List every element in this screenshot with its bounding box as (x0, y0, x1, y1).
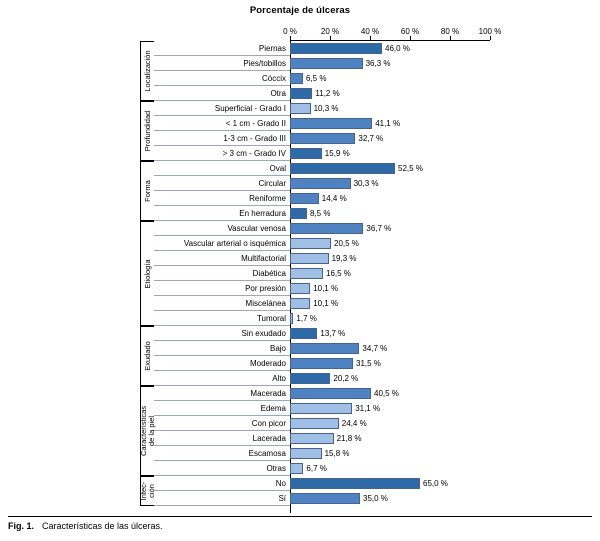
bar-value-label: 24,4 % (341, 419, 367, 428)
chart-row (0, 296, 600, 311)
bar (290, 403, 352, 414)
bar-cell (290, 251, 600, 266)
bar-value-label: 20,2 % (333, 374, 359, 383)
chart-row (0, 266, 600, 281)
bar (290, 343, 359, 354)
bar-value-label: 65,0 % (423, 479, 448, 488)
category-label: Multifactorial (154, 251, 290, 266)
bar-value-label: 15,8 % (324, 449, 350, 458)
chart-group (0, 221, 600, 326)
bar-value-label: 10,1 % (313, 284, 339, 293)
chart-row (0, 401, 600, 416)
bar-value-label: 31,1 % (355, 404, 381, 413)
chart-row (0, 341, 600, 356)
bar-value-label: 46,0 % (385, 44, 410, 53)
bar-cell (290, 356, 600, 371)
bar (290, 418, 339, 429)
bar-cell (290, 446, 600, 461)
bar (290, 103, 311, 114)
bar-value-label: 21,8 % (336, 434, 362, 443)
caption-text: Características de las úlceras. (42, 521, 163, 531)
bar-cell (290, 146, 600, 161)
bar (290, 328, 317, 339)
chart-row (0, 491, 600, 506)
bar (290, 178, 351, 189)
bar (290, 58, 363, 69)
chart-title: Porcentaje de úlceras (249, 5, 351, 16)
bar-cell (290, 461, 600, 476)
category-label: Moderado (154, 356, 290, 371)
x-axis-tick (290, 36, 291, 40)
caption-label: Fig. 1. (8, 521, 35, 531)
bar-cell (290, 371, 600, 386)
bar-cell (290, 41, 600, 56)
bar (290, 193, 319, 204)
chart-group-label-text: Profundidad (142, 110, 152, 152)
bar-cell (290, 131, 600, 146)
chart-row (0, 206, 600, 221)
chart-row (0, 431, 600, 446)
bar (290, 373, 330, 384)
chart-group (0, 101, 600, 161)
bar-value-label: 36,3 % (365, 59, 391, 68)
bar-cell (290, 191, 600, 206)
chart-row (0, 176, 600, 191)
chart-row (0, 311, 600, 326)
bar-cell (290, 416, 600, 431)
bar-value-label: 34,7 % (362, 344, 388, 353)
category-label: Cóccix (154, 71, 290, 86)
bar-cell (290, 101, 600, 116)
category-label: Vascular arterial o isquémica (154, 236, 290, 251)
category-label: Sí (154, 491, 290, 506)
bar (290, 238, 331, 249)
x-axis-tick (370, 36, 371, 40)
bar-value-label: 32,7 % (358, 134, 384, 143)
x-axis-tick-label: 60 % (400, 27, 420, 36)
bar-value-label: 1,7 % (296, 314, 317, 323)
bar-value-label: 16,5 % (326, 269, 351, 278)
category-label: > 3 cm - Grado IV (154, 146, 290, 161)
x-axis-tick (450, 36, 451, 40)
category-label: Escamosa (154, 446, 290, 461)
chart-row (0, 251, 600, 266)
x-axis-tick (490, 36, 491, 40)
bar-value-label: 52,5 % (398, 164, 423, 173)
bar-cell (290, 86, 600, 101)
bar (290, 223, 363, 234)
chart-group-label-text: Características de la piel (138, 405, 156, 457)
bar (290, 73, 303, 84)
bar-value-label: 10,1 % (313, 299, 339, 308)
chart-group-label-text: Infec- ción (138, 481, 156, 501)
bar-cell (290, 266, 600, 281)
bar (290, 148, 322, 159)
chart-row (0, 236, 600, 251)
bar-cell (290, 116, 600, 131)
chart-row (0, 461, 600, 476)
bar-cell (290, 176, 600, 191)
chart-group-label-text: Forma (142, 180, 152, 202)
chart-group-label-text: Localización (142, 50, 152, 92)
chart-group (0, 161, 600, 221)
category-label: En herradura (154, 206, 290, 221)
category-label: Sin exudado (154, 326, 290, 341)
bar-cell (290, 71, 600, 86)
chart-row (0, 416, 600, 431)
bar (290, 163, 395, 174)
bar (290, 88, 312, 99)
category-label: Piernas (154, 41, 290, 56)
x-axis-tick (330, 36, 331, 40)
chart-row (0, 221, 600, 236)
category-label: Otra (154, 86, 290, 101)
bar-value-label: 35,0 % (363, 494, 388, 503)
category-label: Por presión (154, 281, 290, 296)
bar (290, 433, 334, 444)
bar (290, 448, 322, 459)
chart-row (0, 446, 600, 461)
bar-cell (290, 326, 600, 341)
chart-row (0, 191, 600, 206)
bar (290, 118, 372, 129)
bar-value-label: 15,9 % (324, 149, 350, 158)
bar-value-label: 40,5 % (374, 389, 399, 398)
chart-row (0, 56, 600, 71)
bar (290, 388, 371, 399)
bar-value-label: 14,4 % (321, 194, 347, 203)
bar (290, 493, 360, 504)
category-label: Otras (154, 461, 290, 476)
chart-group-label-text: Exudado (142, 341, 152, 371)
category-label: Tumoral (154, 311, 290, 326)
bar-cell (290, 341, 600, 356)
category-label: Circular (154, 176, 290, 191)
bar (290, 208, 307, 219)
x-axis-tick-label: 40 % (360, 27, 380, 36)
chart-row (0, 326, 600, 341)
bar-cell (290, 296, 600, 311)
x-axis-tick-label: 0 % (283, 27, 297, 36)
chart-row (0, 356, 600, 371)
bar (290, 43, 382, 54)
chart-row (0, 386, 600, 401)
bar-cell (290, 401, 600, 416)
chart-row (0, 281, 600, 296)
chart-row (0, 476, 600, 491)
bar (290, 358, 353, 369)
category-label: < 1 cm - Grado II (154, 116, 290, 131)
chart-group (0, 41, 600, 101)
bar-cell (290, 491, 600, 506)
bar-value-label: 30,3 % (353, 179, 379, 188)
chart-row (0, 116, 600, 131)
category-label: Vascular venosa (154, 221, 290, 236)
bar-cell (290, 236, 600, 251)
bar-cell (290, 386, 600, 401)
bar-value-label: 19,3 % (331, 254, 357, 263)
bar (290, 253, 329, 264)
category-label: Reniforme (154, 191, 290, 206)
x-axis-tick-label: 80 % (440, 27, 460, 36)
caption-divider (8, 516, 592, 517)
category-label: Con picor (154, 416, 290, 431)
chart-group (0, 386, 600, 476)
chart-group (0, 476, 600, 506)
bar (290, 478, 420, 489)
x-axis-tick (410, 36, 411, 40)
chart-row (0, 146, 600, 161)
chart-group (0, 326, 600, 386)
bar-cell (290, 476, 600, 491)
bar (290, 133, 355, 144)
chart-row (0, 71, 600, 86)
bar-cell (290, 281, 600, 296)
bar-value-label: 20,5 % (334, 239, 359, 248)
bar-value-label: 31,5 % (356, 359, 381, 368)
bar-value-label: 13,7 % (320, 329, 346, 338)
bar (290, 268, 323, 279)
chart-row (0, 101, 600, 116)
category-label: Oval (154, 161, 290, 176)
category-label: Miscelánea (154, 296, 290, 311)
bar-value-label: 6,5 % (306, 74, 327, 83)
bar (290, 463, 303, 474)
category-label: Pies/tobillos (154, 56, 290, 71)
category-label: Macerada (154, 386, 290, 401)
category-label: Lacerada (154, 431, 290, 446)
chart-row (0, 41, 600, 56)
chart-row (0, 131, 600, 146)
bar-cell (290, 161, 600, 176)
chart-row (0, 86, 600, 101)
bar-cell (290, 311, 600, 326)
category-label: Alto (154, 371, 290, 386)
bar (290, 283, 310, 294)
bar-value-label: 6,7 % (306, 464, 327, 473)
category-label: Bajo (154, 341, 290, 356)
bar-cell (290, 206, 600, 221)
category-label: No (154, 476, 290, 491)
bar-cell (290, 221, 600, 236)
chart-row (0, 371, 600, 386)
x-axis-tick-label: 100 % (478, 27, 502, 36)
bar-value-label: 11,2 % (315, 89, 340, 98)
category-label: Superficial - Grado I (154, 101, 290, 116)
bar-cell (290, 56, 600, 71)
bar-value-label: 41,1 % (375, 119, 401, 128)
category-label: 1-3 cm - Grado III (154, 131, 290, 146)
bar-value-label: 36,7 % (366, 224, 392, 233)
category-label: Edema (154, 401, 290, 416)
x-axis-tick-label: 20 % (320, 27, 340, 36)
bar-value-label: 10,3 % (313, 104, 339, 113)
category-label: Diabética (154, 266, 290, 281)
bar-cell (290, 431, 600, 446)
chart-row (0, 161, 600, 176)
bar (290, 298, 310, 309)
chart-group-label-text: Etiología (142, 258, 152, 289)
bar-value-label: 8,5 % (310, 209, 331, 218)
figure-caption (8, 521, 163, 531)
